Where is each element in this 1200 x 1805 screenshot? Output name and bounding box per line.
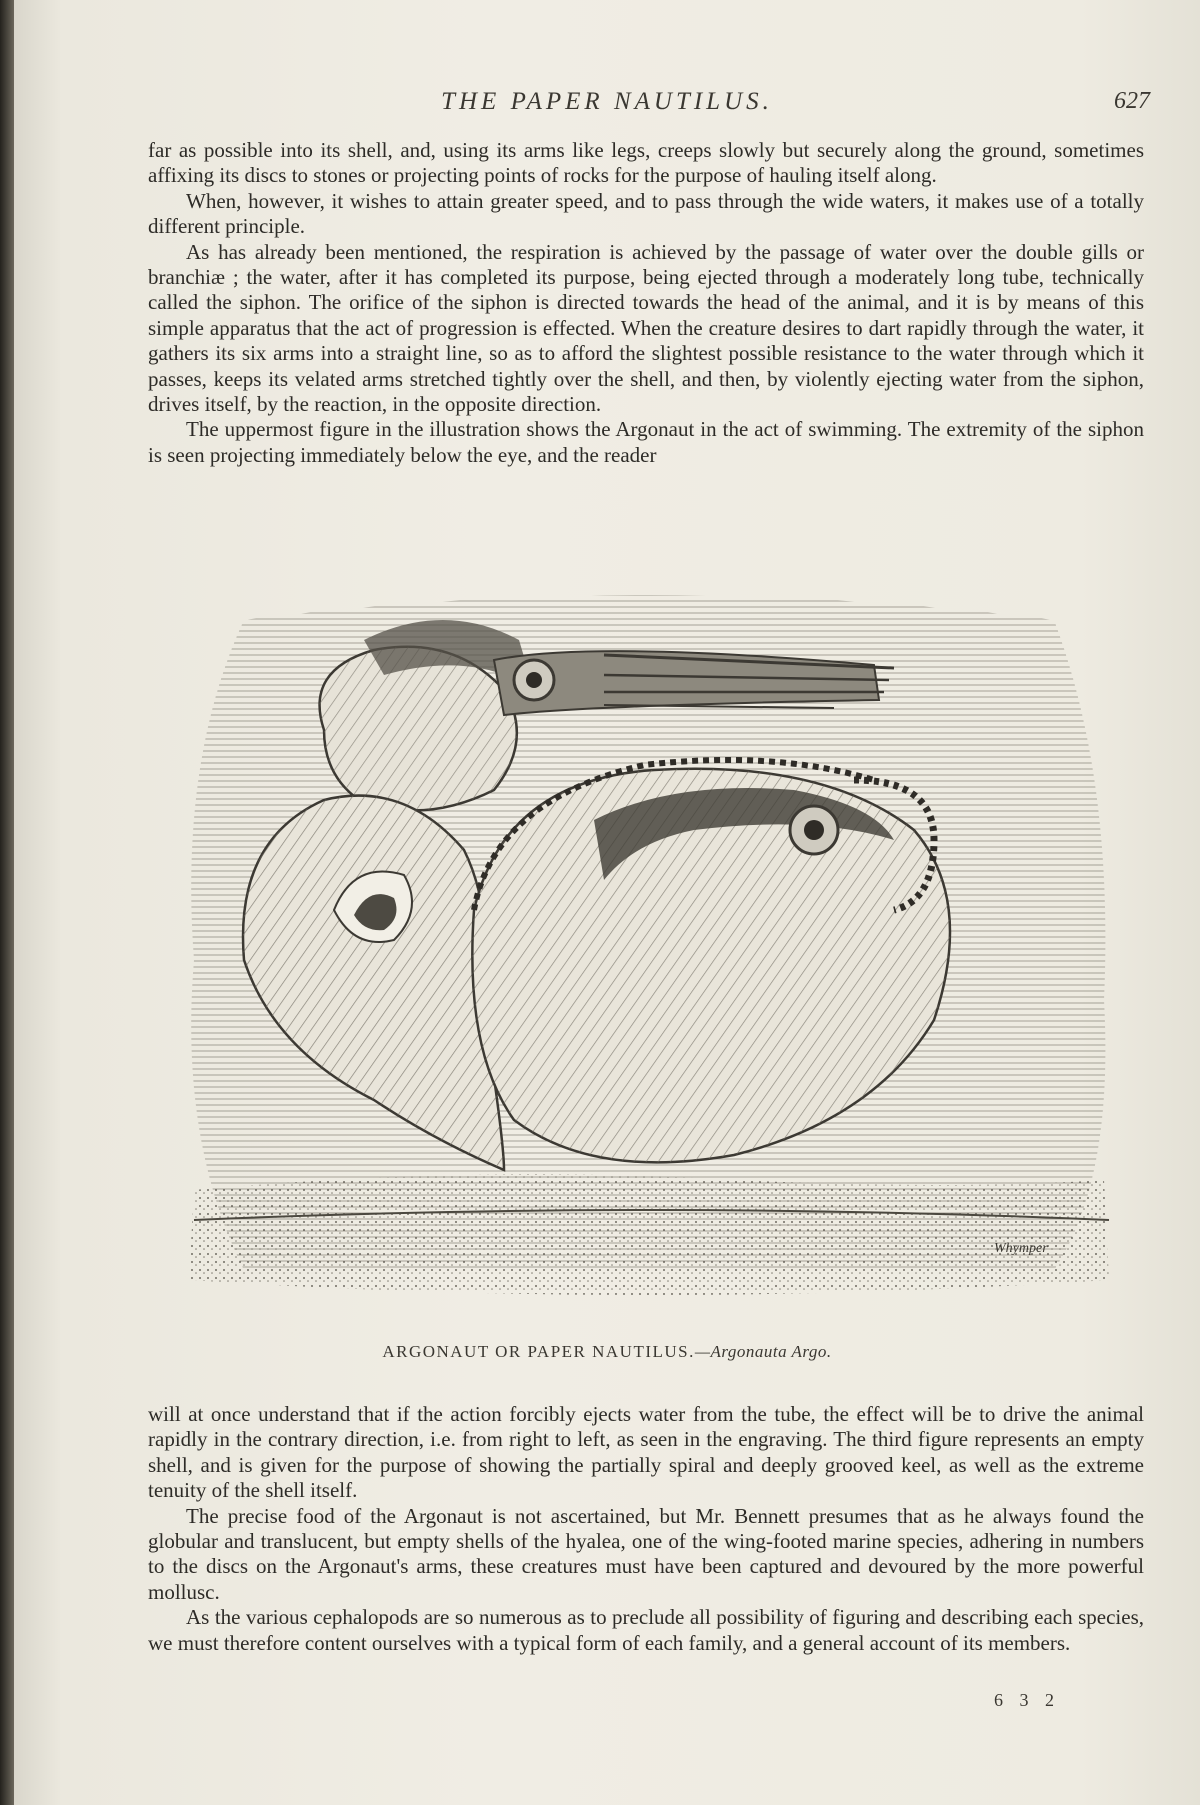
book-page — [14, 0, 1200, 1805]
engraver-signature: Whymper — [994, 1241, 1048, 1256]
book-spine-edge — [0, 0, 14, 1805]
body-text-top — [148, 138, 1144, 468]
caption-latin-name: —Argonauta Argo. — [694, 1342, 832, 1361]
caption-text: ARGONAUT OR PAPER NAUTILUS. — [382, 1342, 695, 1361]
paragraph: will at once understand that if the action forcibly ejects water from the tube, the effect will be to drive the animal rapidly in the contrary direction, i.e. from right to left, as seen in the engraving. The third figure represents an empty shell, and is given for the purpose of showing the partially spiral and deeply grooved keel, as well as the extreme tenuity of the shell itself. — [148, 1402, 1144, 1503]
argonaut-engraving — [174, 580, 1124, 1340]
running-head — [14, 88, 1200, 124]
paragraph: When, however, it wishes to attain greater speed, and to pass through the wide waters, it makes use of a totally different principle. — [148, 188, 1144, 239]
paragraph: As the various cephalopods are so numerous as to preclude all possibility of figuring and describing each species, we must therefore content ourselves with a typical form of each family, and a general account of its members. — [148, 1605, 1144, 1655]
paragraph: The precise food of the Argonaut is not ascertained, but Mr. Bennett presumes that as he always found the globular and translucent, but empty shells of the hyalea, one of the wing-footed marine species, adhering in numbers to the discs on the Argonaut's arms, these creatures must have been captured and devoured by the more powerful mollusc. — [148, 1503, 1144, 1604]
page-number: 627 — [1114, 88, 1150, 114]
body-text-bottom — [148, 1402, 1144, 1656]
figure-caption — [14, 1342, 1200, 1362]
running-title: THE PAPER NAUTILUS. — [441, 88, 773, 115]
printer-signature-mark: 6 3 2 — [994, 1690, 1060, 1710]
sea-floor — [189, 1174, 1109, 1295]
paragraph: far as possible into its shell, and, using its arms like legs, creeps slowly but securely along the ground, sometimes affixing its discs to stones or projecting points of rocks for the purpose of hauling itself along. — [148, 138, 1144, 188]
paragraph: As has already been mentioned, the respiration is achieved by the passage of water over the double gills or branchiæ ; the water, after it has completed its purpose, being ejected through a moderately long tube, technically called the siphon. The orifice of the siphon is directed towards the head of the animal, and it is by means of this simple apparatus that the act of progression is effected. When the creature desires to dart rapidly through the water, it gathers its six arms into a straight line, so as to afford the slightest possible resistance to the water through which it passes, keeps its velated arms stretched tightly over the shell, and then, by violently ejecting water from the siphon, drives itself, by the reaction, in the opposite direction. — [148, 239, 1144, 417]
paragraph: The uppermost figure in the illustration shows the Argonaut in the act of swimming. The extremity of the siphon is seen projecting immediately below the eye, and the reader — [148, 417, 1144, 467]
